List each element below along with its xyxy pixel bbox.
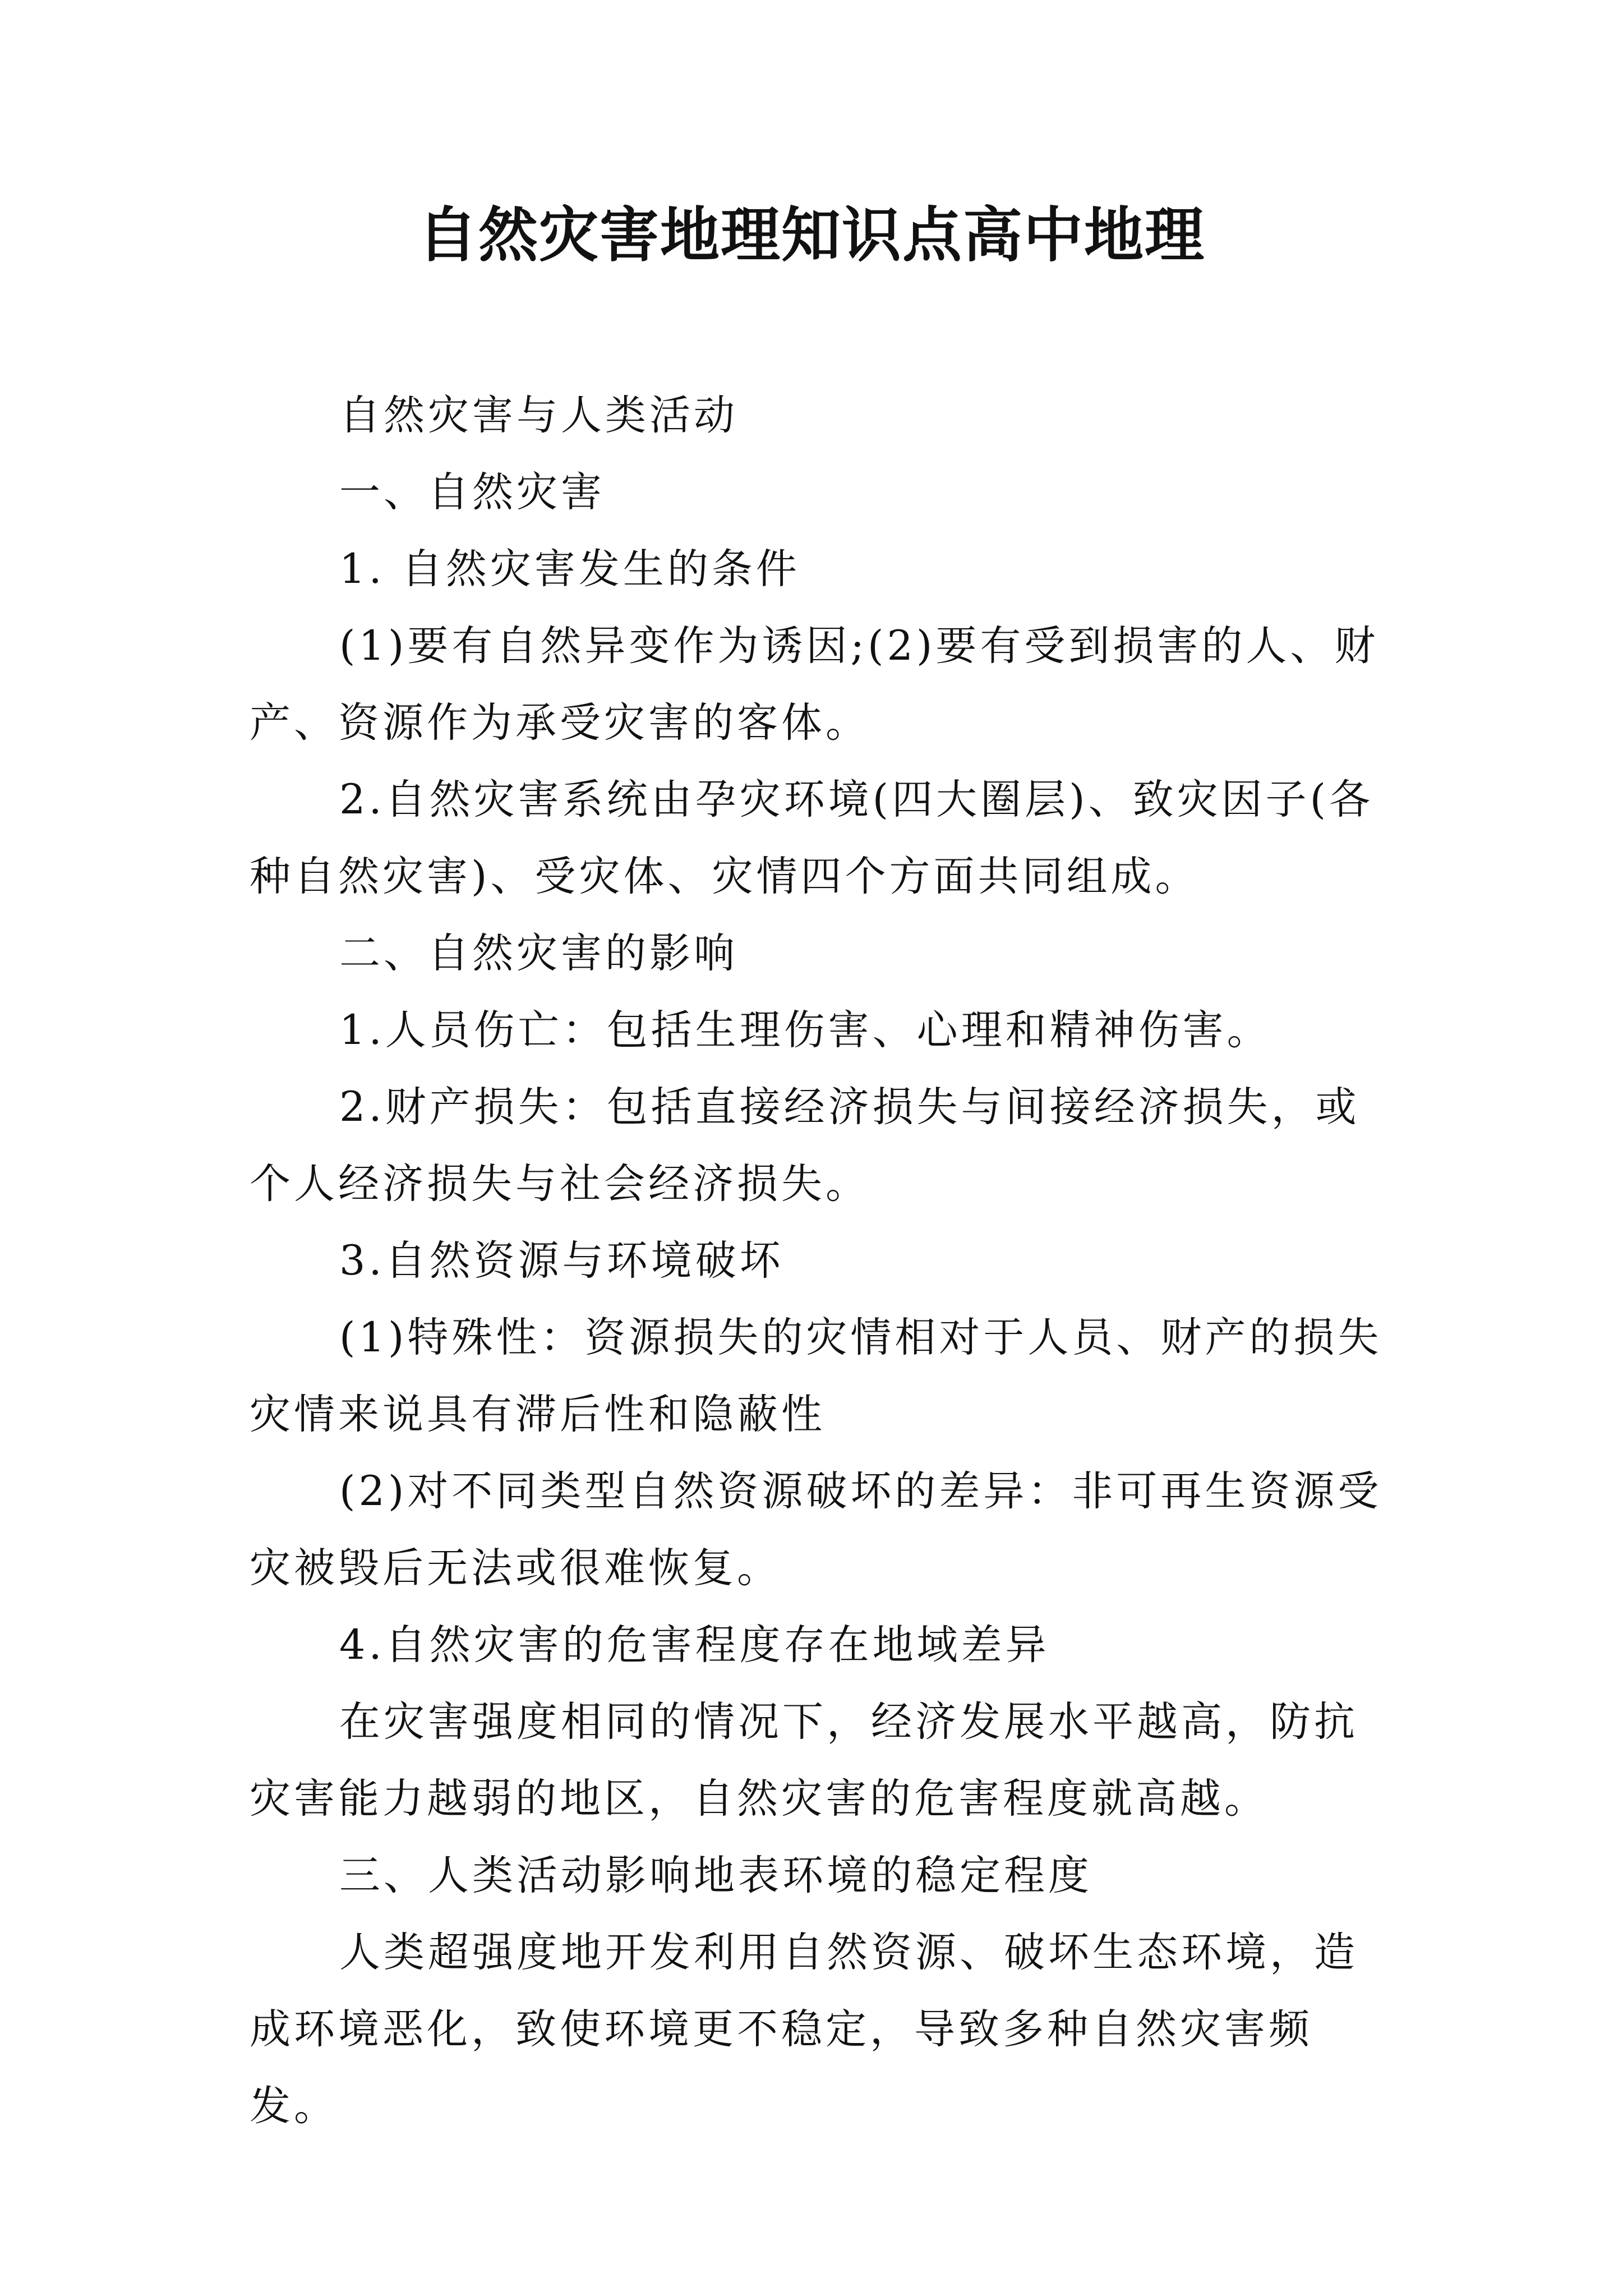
paragraph-disaster-system: 2.自然灾害系统由孕灾环境(四大圈层)、致灾因子(各种自然灾害)、受灾体、灾情四个方面共同组成。 bbox=[250, 776, 1374, 900]
paragraph-heading-impacts: 二、自然灾害的影响 bbox=[339, 930, 738, 977]
paragraph-heading-human-activity: 三、人类活动影响地表环境的稳定程度 bbox=[339, 1852, 1092, 1899]
paragraph-section-heading: 自然灾害与人类活动 bbox=[339, 392, 738, 439]
paragraph-conditions-text: (1)要有自然异变作为诱因;(2)要有受到损害的人、财产、资源作为承受灾害的客体。 bbox=[250, 622, 1379, 747]
paragraph-resource-differences: (2)对不同类型自然资源破坏的差异：非可再生资源受灾被毁后无法或很难恢复。 bbox=[250, 1467, 1382, 1592]
document-title: 自然灾害地理知识点高中地理 bbox=[418, 201, 1205, 270]
paragraph-conditions-heading: 1. 自然灾害发生的条件 bbox=[339, 545, 800, 593]
paragraph-human-activity-text: 人类超强度地开发利用自然资源、破坏生态环境，造成环境恶化，致使环境更不稳定，导致多种自然灾害频发。 bbox=[250, 1929, 1358, 2130]
paragraph-resource-damage-heading: 3.自然资源与环境破坏 bbox=[339, 1237, 784, 1285]
document-body bbox=[250, 377, 1394, 2145]
paragraph-particularity: (1)特殊性：资源损失的灾情相对于人员、财产的损失灾情来说具有滞后性和隐蔽性 bbox=[250, 1314, 1382, 1438]
paragraph-heading-natural-disasters: 一、自然灾害 bbox=[339, 468, 605, 516]
paragraph-regional-differences-heading: 4.自然灾害的危害程度存在地域差异 bbox=[339, 1621, 1050, 1669]
paragraph-property-loss: 2.财产损失：包括直接经济损失与间接经济损失，或个人经济损失与社会经济损失。 bbox=[250, 1083, 1360, 1208]
paragraph-casualties: 1.人员伤亡：包括生理伤害、心理和精神伤害。 bbox=[339, 1006, 1271, 1054]
paragraph-regional-differences-text: 在灾害强度相同的情况下，经济发展水平越高，防抗灾害能力越弱的地区，自然灾害的危害程度就高越。 bbox=[250, 1698, 1358, 1823]
